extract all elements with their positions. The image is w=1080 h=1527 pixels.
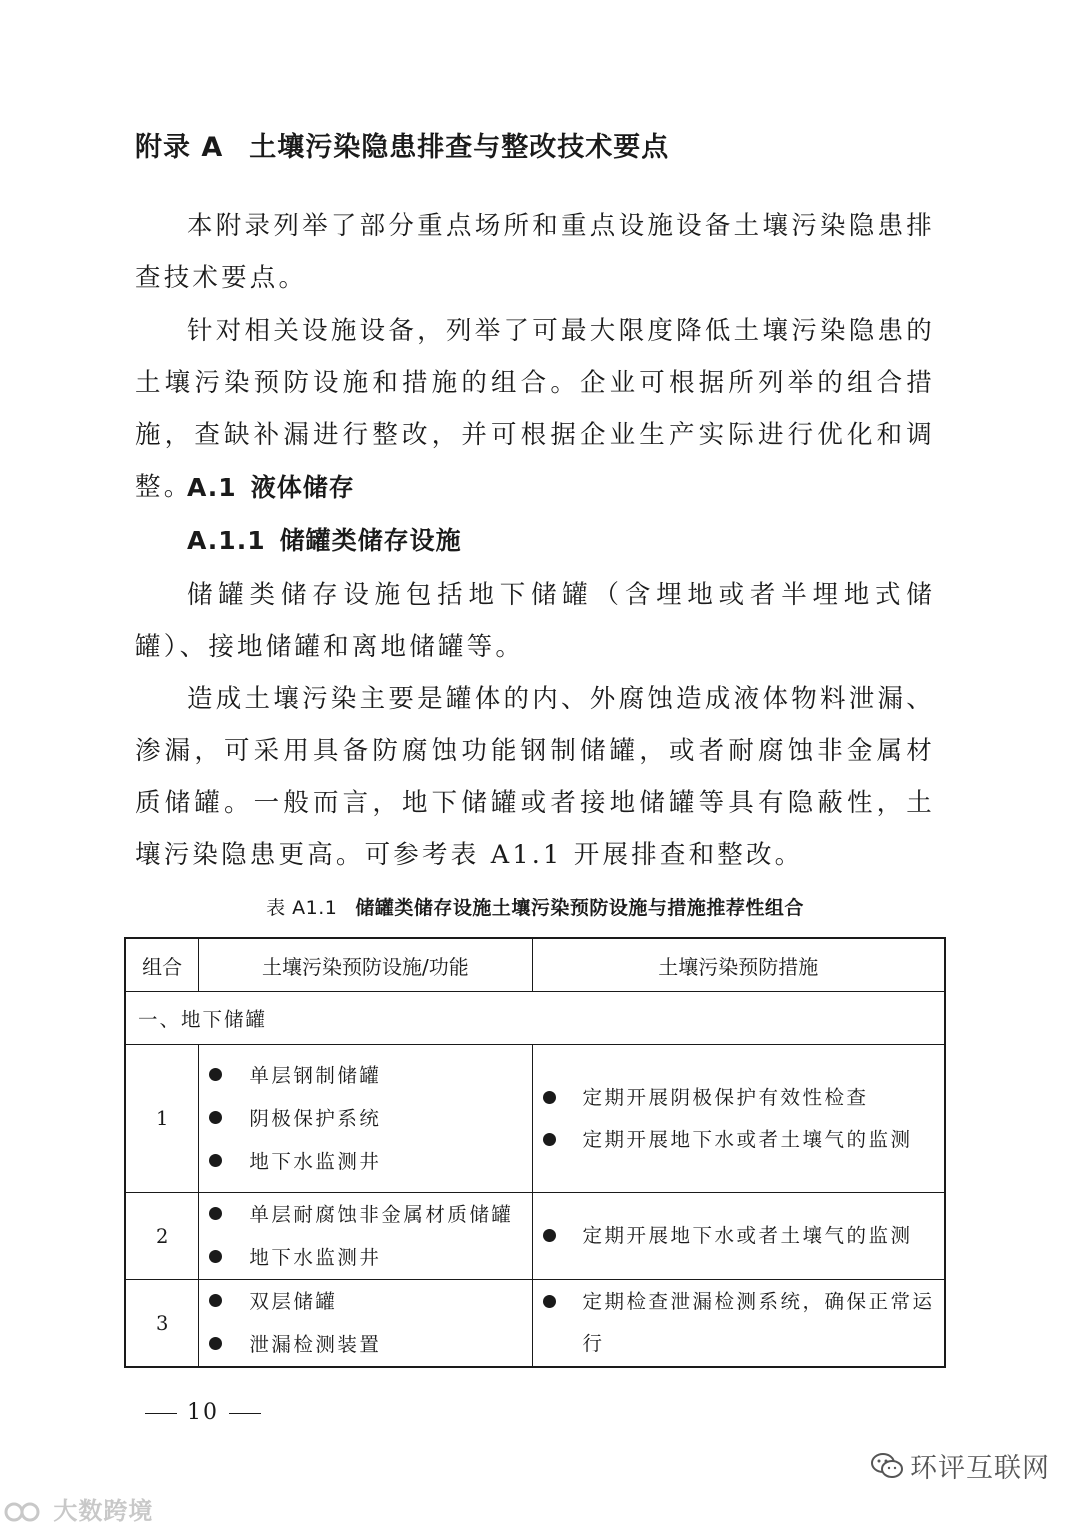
list-item	[543, 1215, 945, 1257]
row-number: 3	[125, 1280, 199, 1368]
bullet-icon	[209, 1294, 222, 1307]
appendix-title	[135, 128, 935, 168]
dash-left	[145, 1413, 177, 1414]
header-facilities: 土壤污染预防设施/功能	[199, 938, 532, 992]
list-item	[209, 1097, 531, 1140]
list-item	[543, 1119, 945, 1161]
facility-text: 地下水监测井	[249, 1246, 382, 1269]
list-item	[209, 1054, 531, 1097]
page-number	[135, 1400, 271, 1425]
header-combination: 组合	[125, 938, 199, 992]
table-caption	[124, 893, 946, 923]
appendix-title-text: 土壤污染隐患排查与整改技术要点	[249, 132, 670, 163]
bullet-icon	[209, 1337, 222, 1350]
facility-text: 单层钢制储罐	[249, 1064, 382, 1087]
watermark-logo-icon	[4, 1497, 53, 1525]
paragraph-intro: 本附录列举了部分重点场所和重点设施设备土壤污染隐患排查技术要点。	[135, 211, 935, 293]
bullet-icon	[543, 1091, 556, 1104]
watermark-right-text: 环评互联网	[910, 1453, 1050, 1484]
appendix-label: 附录 A	[135, 132, 224, 163]
wechat-icon	[870, 1451, 904, 1488]
watermark-left	[4, 1491, 153, 1526]
measure-text: 定期开展地下水或者土壤气的监测	[582, 1127, 913, 1151]
bullet-icon	[209, 1154, 222, 1167]
table-row	[125, 1193, 945, 1280]
section-heading-a11	[187, 521, 937, 561]
dash-right	[229, 1413, 261, 1414]
list-item	[209, 1140, 531, 1183]
facility-text: 阴极保护系统	[249, 1107, 382, 1130]
table-caption-number: 表 A1.1	[266, 897, 338, 919]
table-row	[125, 1045, 945, 1193]
list-item	[209, 1236, 531, 1279]
bullet-icon	[209, 1111, 222, 1124]
facilities-cell	[199, 1045, 532, 1193]
table-group-row	[125, 992, 945, 1045]
paragraph-combination: 针对相关设施设备，列举了可最大限度降低土壤污染隐患的土壤污染预防设施和措施的组合。企业可根据所列举的组合措施，查缺补漏进行整改，并可根据企业生产实际进行优化和调整。	[135, 316, 935, 502]
bullet-icon	[209, 1250, 222, 1263]
paragraph-storage-types: 储罐类储存设施包括地下储罐（含埋地或者半埋地式储罐）、接地储罐和离地储罐等。	[135, 580, 935, 662]
bullet-icon	[543, 1229, 556, 1242]
section-number: A.1	[187, 473, 237, 502]
measures-cell	[532, 1045, 945, 1193]
section-title: 储罐类储存设施	[279, 526, 462, 555]
table-row	[125, 1280, 945, 1368]
measure-text: 定期开展地下水或者土壤气的监测	[582, 1224, 913, 1247]
facility-text: 单层耐腐蚀非金属材质储罐	[249, 1203, 514, 1226]
list-item	[209, 1323, 531, 1366]
table-caption-title: 储罐类储存设施土壤污染预防设施与措施推荐性组合	[355, 897, 804, 919]
section-number: A.1.1	[187, 526, 266, 555]
table-header-row	[125, 938, 945, 992]
list-item	[209, 1280, 531, 1323]
section-title: 液体储存	[250, 473, 355, 502]
measures-cell	[532, 1193, 945, 1280]
bullet-icon	[209, 1207, 222, 1220]
bullet-icon	[543, 1295, 556, 1308]
section-heading-a1	[187, 468, 937, 508]
header-measures: 土壤污染预防措施	[532, 938, 945, 992]
facilities-cell	[199, 1193, 532, 1280]
row-number: 1	[125, 1045, 199, 1193]
recommendation-table	[124, 937, 946, 1368]
list-item	[543, 1281, 945, 1365]
facility-text: 双层储罐	[249, 1290, 338, 1313]
list-item	[543, 1077, 945, 1119]
measures-cell	[532, 1280, 945, 1368]
bullet-icon	[543, 1133, 556, 1146]
paragraph-pollution-causes: 造成土壤污染主要是罐体的内、外腐蚀造成液体物料泄漏、渗漏，可采用具备防腐蚀功能钢制储罐，或者耐腐蚀非金属材质储罐。一般而言，地下储罐或者接地储罐等具有隐蔽性，土壤污染隐患更高。可参考表 A1.1 开展排查和整改。	[135, 684, 935, 870]
facilities-cell	[199, 1280, 532, 1368]
group-underground-tanks: 一、地下储罐	[125, 992, 945, 1045]
bullet-icon	[209, 1068, 222, 1081]
facility-text: 泄漏检测装置	[249, 1333, 382, 1356]
measure-text: 定期检查泄漏检测系统，确保正常运行	[582, 1290, 935, 1355]
list-item	[209, 1193, 531, 1236]
page-number-text: 10	[187, 1400, 219, 1425]
watermark-left-text: 大数跨境	[53, 1497, 154, 1525]
row-number: 2	[125, 1193, 199, 1280]
measure-text: 定期开展阴极保护有效性检查	[582, 1085, 869, 1109]
facility-text: 地下水监测井	[249, 1150, 382, 1173]
watermark-right	[870, 1446, 1050, 1488]
